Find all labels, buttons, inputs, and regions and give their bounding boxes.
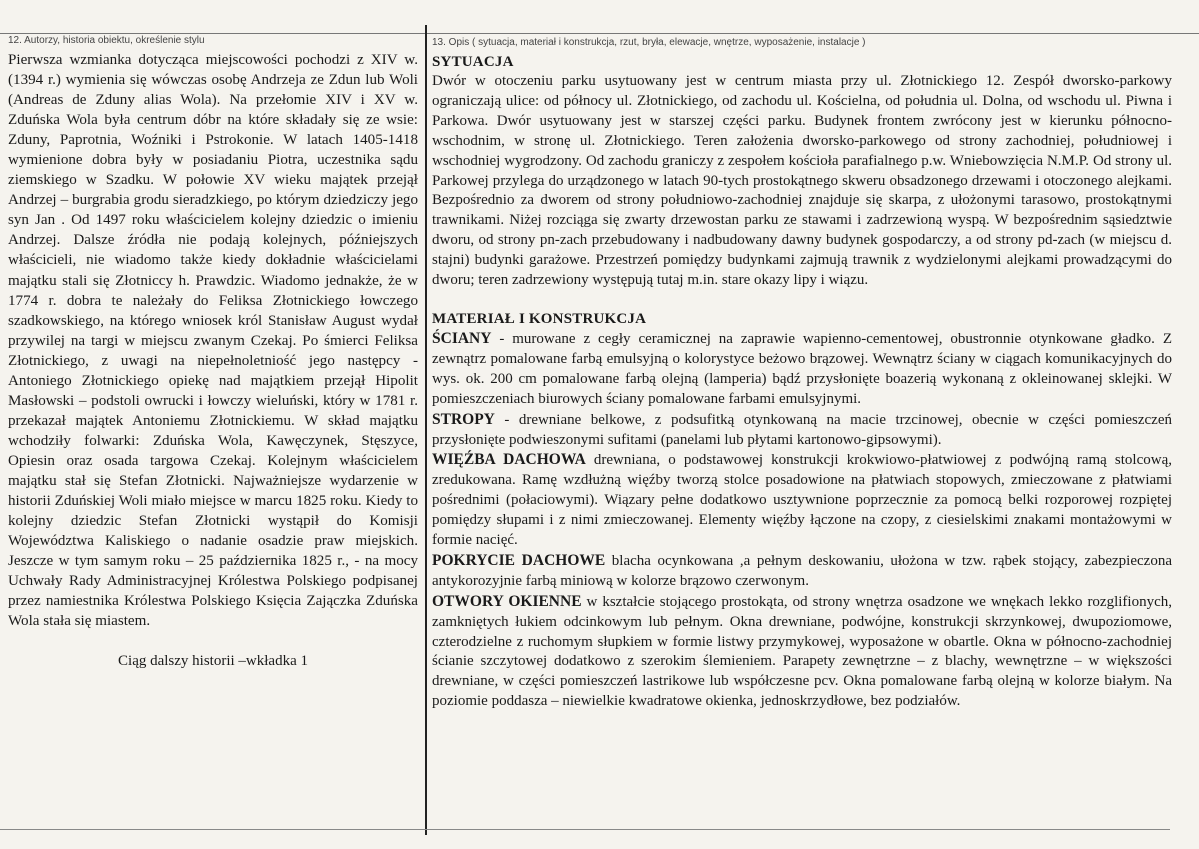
roofing-paragraph (432, 551, 1172, 592)
ceilings-term: STROPY (432, 410, 495, 428)
left-column-history (8, 22, 418, 822)
walls-paragraph (432, 329, 1172, 410)
right-column-description (432, 32, 1172, 832)
walls-text: - murowane z cegły ceramicznej na zaprawie wapienno-cementowej, obustronnie otynkowane gładko. Z zewnątrz pomalowane farbą emulsyjną o kolorystyce beżowo brązowej. Wewnątrz ściany w ciągach komunikacyjnych do wys. ok. 200 cm pomalowane farbą olejną (lamperia) bądź przysłonięte boazerią wykonaną z okleinowanej sklejki. W pomieszczeniach biurowych ściany pomalowane farbami emulsyjnymi. (432, 330, 1172, 407)
roofing-term: POKRYCIE DACHOWE (432, 551, 606, 569)
history-text: Pierwsza wzmianka dotycząca miejscowości pochodzi z XIV w. (1394 r.) wymienia się wówczas osobę Andrzeja ze Zdun lub Woli (Andreas de Zduny alias Wola). Na przełomie XIV i XV w. Zduńska Wola była centrum dóbr na które składały się ze wsie: Zduny, Paprotnia, Woźniki i Pstrokonie. W latach 1405-1418 wymienione dobra były w posiadaniu Piotra, uczestnika sądu ziemskiego w Szadku. W połowie XV wieku majątek przejął Andrzej – burgrabia grodu sieradzkiego, po którym dziedziczy jego syn Jan . Od 1497 roku właścicielem kolejny dziedzic o imieniu Andrzej. Dalsze źródła nie podają kolejnych, późniejszych właścicieli, nie wiadomo także kiedy dokładnie właścicielami majątku stali się Złotniccy h. Prawdzic. Wiadomo jednakże, że w 1774 r. dobra te należały do Feliksa Złotnickiego łowczego szadkowskiego, na którego wniosek król Stanisław August wydał przywilej na targi w miejscu zwanym Czekaj. Po śmierci Feliksa Złotnickiego, z uwagi na niepełnoletniość jego następcy - Antoniego Złotnickiego opiekę nad majątkiem przejął Hipolit Masłowski – podstoli owrucki i łowczy wieluński, który w 1781 r. przekazał majątek Antoniemu Złotnickiemu. W skład majątku wchodziły folwarki: Zduńska Wola, Kawęczynek, Stęszyce, Opiesin oraz osada targowa Czekaj. Kolejnym właścicielem majątku stał się Stefan Złotnicki. Najważniejsze wydarzenie w historii Zduńskiej Woli miało miejsce w marcu 1825 roku. Kiedy to kolejny dziedzic Stefan Złotnicki wystąpił do Komisji Województwa Kaliskiego o nadanie osadzie praw miejskich. Jeszcze w tym samym roku – 25 października 1825 r., - na mocy Uchwały Rady Administracyjnej Królestwa Polskiego podpisanej przez namiestnika Królestwa Polskiego Księcia Zajączka Zduńska Wola stała się miastem. (8, 52, 418, 630)
walls-term: ŚCIANY (432, 329, 492, 347)
windows-term: OTWORY OKIENNE (432, 592, 582, 610)
history-section-header: 12. Autorzy, historia obiektu, określenie stylu (8, 35, 205, 46)
ceilings-paragraph (432, 410, 1172, 451)
material-construction-title: MATERIAŁ I KONSTRUKCJA (432, 310, 647, 327)
column-divider (425, 25, 427, 835)
description-section-header: 13. Opis ( sytuacja, materiał i konstrukcja, rzut, bryła, elewacje, wnętrze, wyposażenie, instalacje ) (432, 37, 866, 48)
situation-text: Dwór w otoczeniu parku usytuowany jest w centrum miasta przy ul. Złotnickiego 12. Zespół dworsko-parkowy ograniczają ulice: od północy ul. Złotnickiego, od zachodu ul. Kościelna, od południa ul. Dolna, od wschodu ul. Piwna i Parkowa. Dwór usytuowany jest w starszej części parku. Budynek frontem zwrócony jest w kierunku północno-wschodnim, w stronę ul. Złotnickiego. Teren założenia dworsko-parkowego od strony zachodniej, południowej i wschodniej wygrodzony. Od zachodu graniczy z zespołem kościoła parafialnego p.w. Wniebowzięcia N.M.P. Od strony ul. Parkowej przylega do urządzonego w latach 90-tych prostokątnego skweru obsadzonego drzewami i otoczonego alejkami. Bezpośrednio za dworem od strony południowo-zachodniej znajduje się skarpa, z ułożonymi tarasowo, prostokątnymi trawnikami. Niżej rozciąga się zwarty drzewostan parku ze stawami i zadrzewioną wyspą. W bezpośrednim sąsiedztwie dworu, od strony pn-zach przebudowany i nadbudowany dawny budynek gospodarczy, a od strony pd-zach (w miejscu d. stajni) budynki garażowe. Przestrzeń pomiędzy budynkami zajmują trawnik z wydzielonymi alejkami prowadzącymi do dworu; teren zadrzewiony występują tutaj m.in. stare okazy lipy i wiązu. (432, 73, 1172, 289)
windows-text: w kształcie stojącego prostokąta, od strony wnętrza osadzone we wnękach lekko rozglifionych, zamkniętych łukiem odcinkowym lub pełnym. Okna drewniane, podwójne, konstrukcji skrzynkowej, dwupoziomowe, czterodzielne z ruchomym słupkiem w formie listwy przymykowej, wyposażone w obartle. Okna w północno-zachodniej ścianie szczytowej dodatkowo z szerokim ślemieniem. Parapety zewnętrzne – z blachy, wewnętrzne – w większości drewniane, w części pomieszczeń lastrikowe lub współczesne pcv. Okna pomalowane farbą olejną w kolorze białym. Na poziomie poddasza – niewielkie kwadratowe okienka, jednoskrzydłowe, bez podziałów. (432, 593, 1172, 710)
roof-truss-paragraph (432, 450, 1172, 551)
situation-title: SYTUACJA (432, 54, 514, 70)
roof-truss-text: drewniana, o podstawowej konstrukcji krokwiowo-płatwiowej z podwójną ramą stolcową, zredukowana. Ramę wzdłużną więźby tworzą stolce posadowione na płatwiach stopowych, zmieczowane z płatwiami pośrednimi (połaciowymi). Wiązary pełne dodatkowo usztywnione poprzecznie za pomocą belki rozporowej rozpiętej pomiędzy słupami i z nimi zmieczowanej. Elementy więźby łączone na czopy, z ciesielskimi znakami montażowymi w formie nacięć. (432, 452, 1172, 549)
ceilings-text: - drewniane belkowe, z podsufitką otynkowaną na macie trzcinowej, obecnie w części pomieszczeń przysłonięte podwieszonymi sufitami (panelami lub płytami kartonowo-gipsowymi). (432, 411, 1172, 448)
roof-truss-term: WIĘŹBA DACHOWA (432, 451, 586, 469)
continuation-note: Ciąg dalszy historii –wkładka 1 (118, 653, 308, 670)
roofing-text: blacha ocynkowana ,a pełnym deskowaniu, ułożona w tzw. rąbek stojący, zabezpieczona antykorozyjnie farbą miniową w kolorze brązowo czerwonym. (432, 552, 1172, 589)
windows-paragraph (432, 592, 1172, 712)
